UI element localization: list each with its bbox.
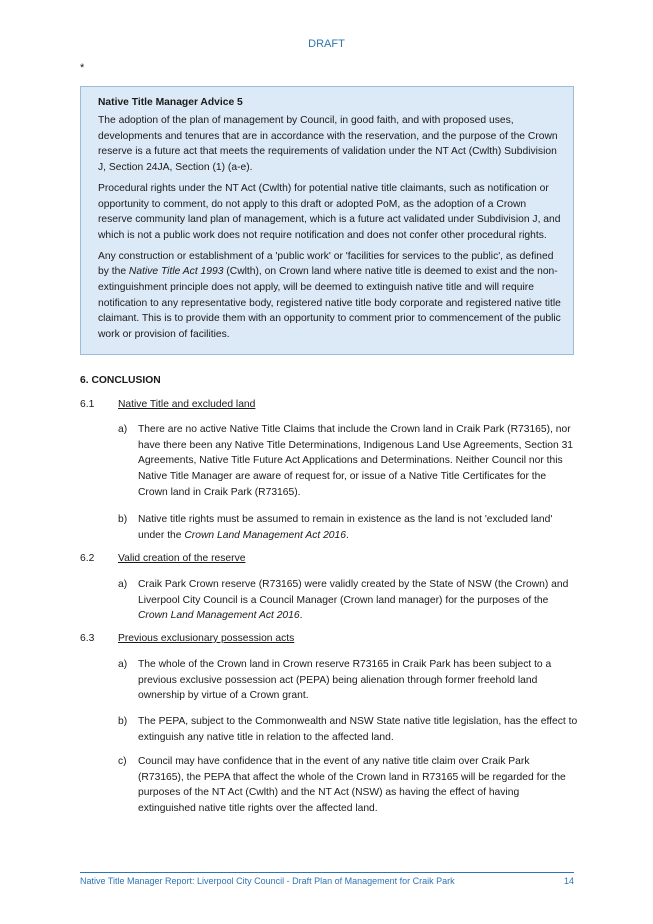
- draft-header: DRAFT: [308, 38, 345, 50]
- footer-divider: [80, 872, 574, 873]
- list-text: There are no active Native Title Claims that include the Crown land in Craik Park (R73165), nor have there been any Native Title Determinations, Indigenous Land Use Agreements, Section 31 Agreements, Native Title Future Act Applications and Determinations. Neither Council nor this Native Title Manager are aware of request for, or issue of a Native Title Certificates for the Crown land in Craik Park (R73165).: [138, 424, 574, 498]
- advice-paragraph-3: [98, 249, 561, 343]
- advice-p3-text-b: (Cwlth), on Crown land where native title is deemed to exist and the non-extinguishment principle does not apply, will be deemed to extinguish native title and will require notification to any representative body, registered native title body corporate and registered native title claimant. This is to provide them with an opportunity to comment prior to commencement of the public work or provision of facilities.: [98, 266, 561, 341]
- conclusion-heading: 6. CONCLUSION: [80, 375, 161, 386]
- list-item: [118, 422, 578, 501]
- section-title: Valid creation of the reserve: [118, 553, 246, 564]
- list-item: [118, 657, 578, 704]
- page-number: 14: [563, 876, 574, 886]
- list-text: Craik Park Crown reserve (R73165) were validly created by the State of NSW (the Crown) and Liverpool City Council is a Council Manager (Crown land manager) for the purposes of the Crown Land Management Act 2016.: [138, 579, 569, 622]
- section-title: Previous exclusionary possession acts: [118, 633, 295, 644]
- list-label: a): [118, 424, 128, 435]
- list-item: [118, 577, 578, 624]
- list-text: Native title rights must be assumed to remain in existence as the land is not 'excluded land' under the Crown Land Management Act 2016.: [138, 514, 553, 541]
- page-footer: [80, 876, 574, 886]
- list-label: c): [118, 756, 127, 767]
- list-item: [118, 714, 578, 745]
- list-text: The PEPA, subject to the Commonwealth and NSW State native title legislation, has the effect to extinguish any native title in relation to the affected land.: [138, 716, 578, 743]
- advice-paragraph-2: Procedural rights under the NT Act (Cwlth) for potential native title claimants, such as notification or opportunity to comment, do not apply to this draft or adopted PoM, as the adoption of a Crown reserve community land plan of management, which is a future act validated under Subdivision J, and which is not a public work does not require notification and does not confer other procedural rights.: [98, 182, 561, 241]
- section-title: Native Title and excluded land: [118, 399, 256, 410]
- section-number: 6.3: [80, 633, 95, 644]
- advice-paragraph-1: The adoption of the plan of management by Council, in good faith, and with proposed uses, developments and tenures that are in accordance with the reservation, and the purpose of the Crown reserve is a future act that meets the requirements of validation under the NT Act (Cwlth) Subdivision J, Section 24JA, Section (1) (a-e).: [98, 115, 558, 174]
- list-label: a): [118, 659, 128, 670]
- list-text: Council may have confidence that in the event of any native title claim over Craik Park (R73165), the PEPA that affect the whole of the Crown land in R73165 will be regarded for the purposes of the NT Act (Cwlth) and the NT Act (NSW) as having the effect of having extinguished native title rights over the affected land.: [138, 756, 566, 815]
- list-item: [118, 754, 578, 817]
- list-label: b): [118, 514, 128, 525]
- list-label: a): [118, 579, 128, 590]
- section-number: 6.2: [80, 553, 95, 564]
- list-label: b): [118, 716, 128, 727]
- native-title-advice-box: [80, 86, 574, 355]
- footer-text: Native Title Manager Report: Liverpool City Council - Draft Plan of Management for Craik Park: [80, 876, 455, 886]
- advice-p3-text-a: Any construction or establishment of a 'public work' or 'facilities for services to the public', as defined by the: [98, 250, 554, 278]
- asterisk-marker: *: [80, 62, 85, 74]
- list-item: [118, 512, 578, 543]
- advice-title: Native Title Manager Advice 5: [98, 97, 243, 108]
- section-number: 6.1: [80, 399, 95, 410]
- advice-p3-act-name: Native Title Act 1993: [128, 266, 224, 278]
- list-text: The whole of the Crown land in Crown reserve R73165 in Craik Park has been subject to a previous exclusive possession act (PEPA) being alienation through former freehold land ownership by virtue of a Crown grant.: [138, 659, 552, 702]
